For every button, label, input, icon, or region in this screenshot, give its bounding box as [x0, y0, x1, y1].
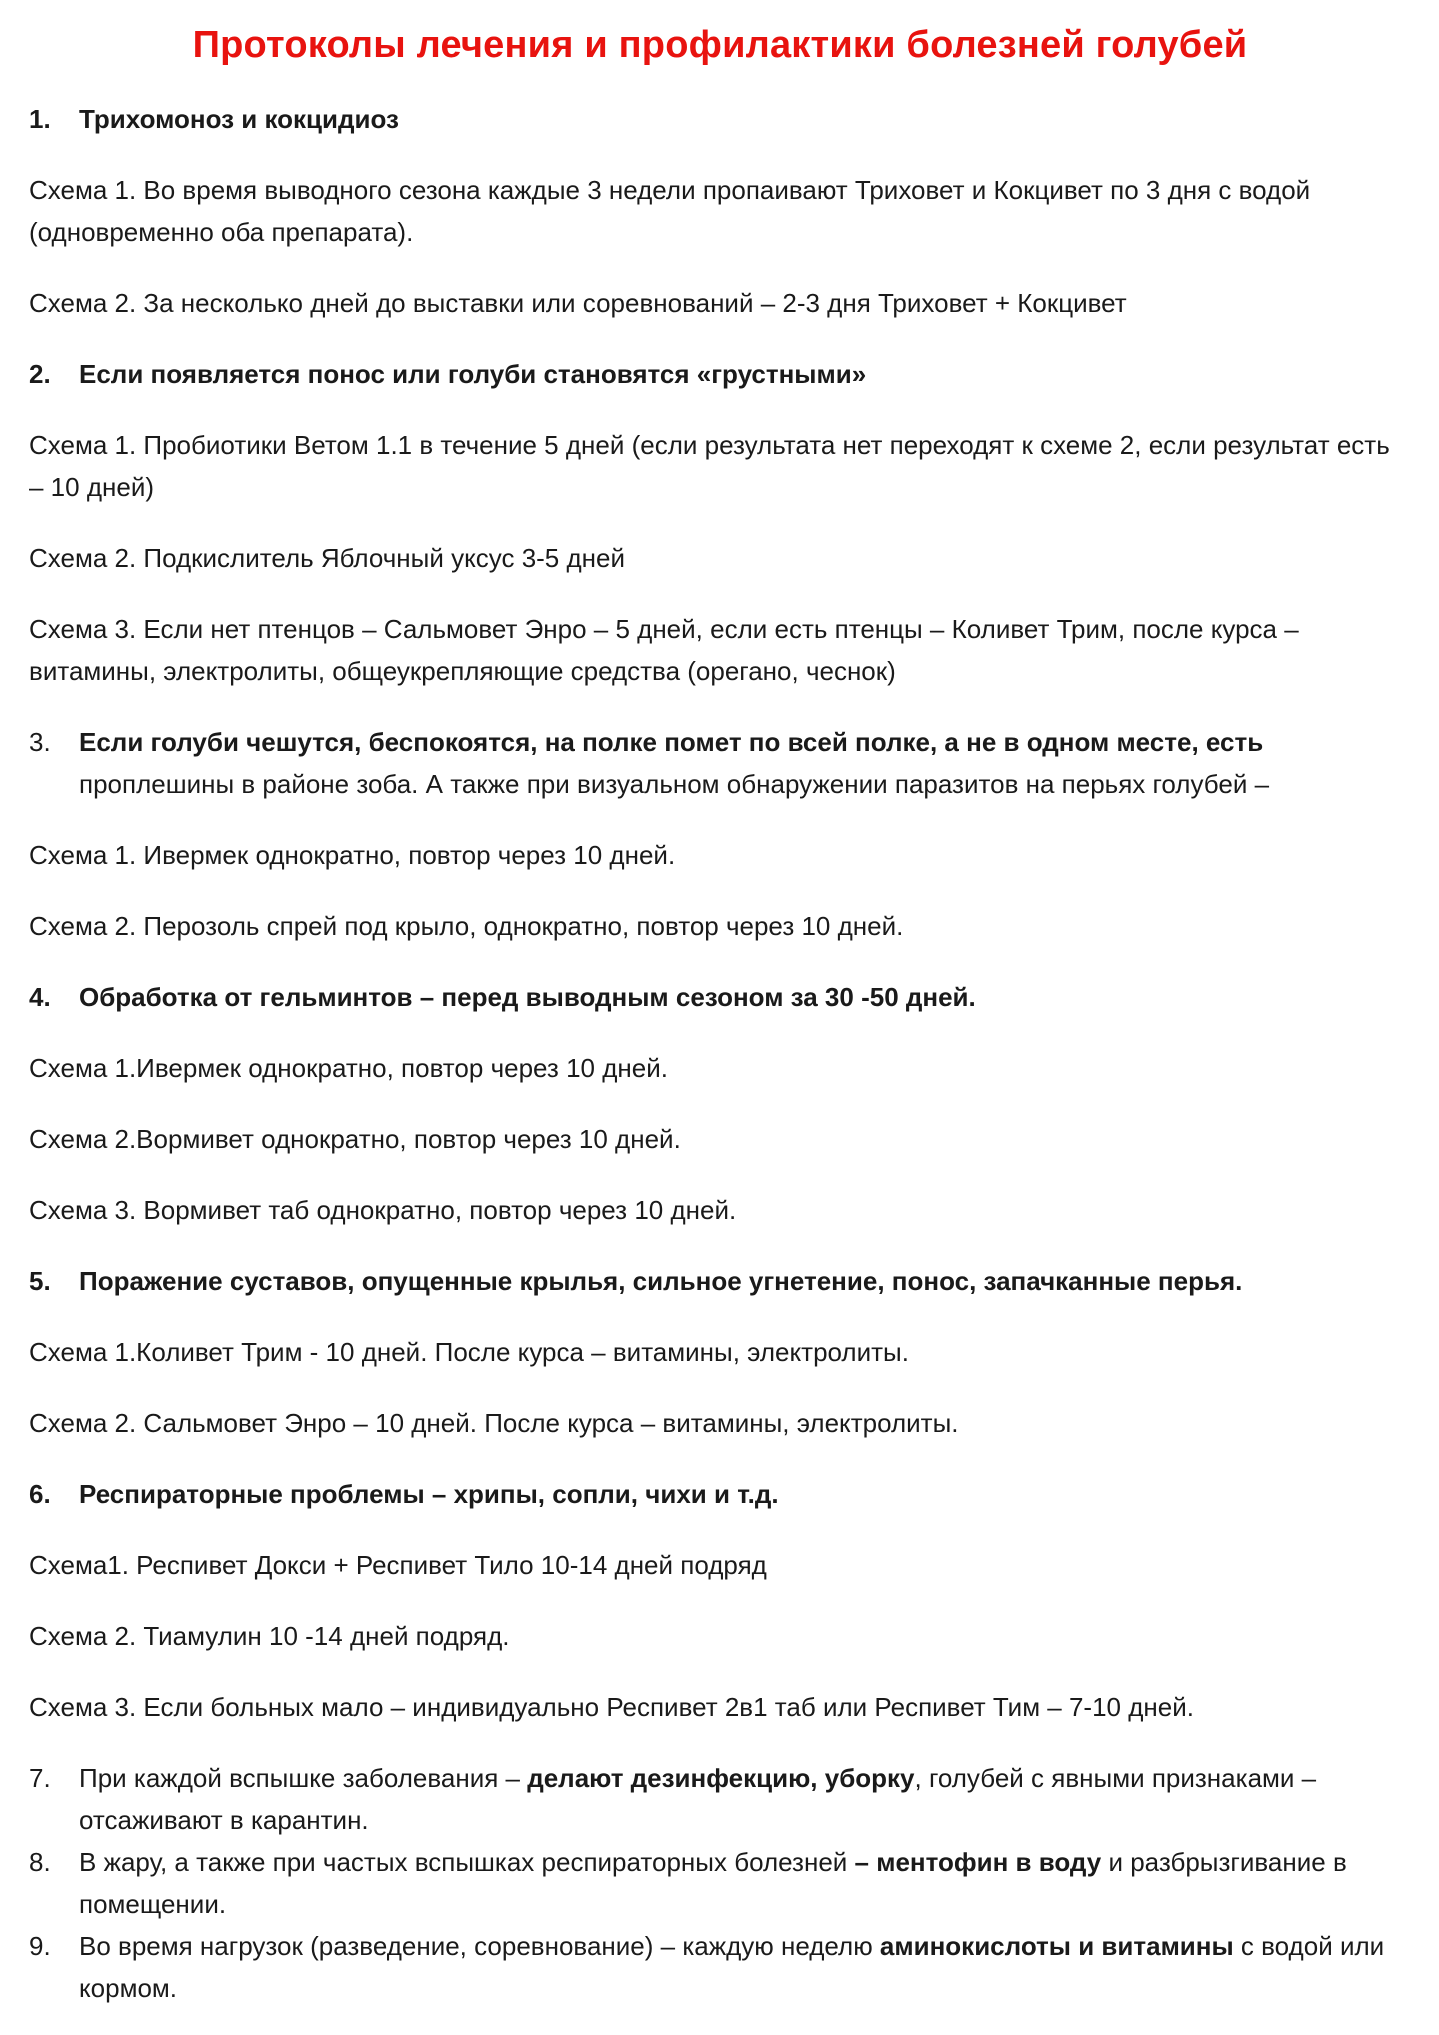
- item-text-emphasis: – ментофин в воду: [854, 1847, 1102, 1877]
- section-number: 3.: [29, 727, 51, 757]
- item-number: 9.: [29, 1931, 51, 1961]
- scheme-text: Схема 1.Ивермек однократно, повтор через 10 дней.: [29, 1053, 668, 1083]
- scheme-text: Схема 2. Сальмовет Энро – 10 дней. После курса – витамины, электролиты.: [29, 1408, 959, 1438]
- section-title: Если появляется понос или голуби становятся «грустными»: [79, 359, 867, 389]
- section-number: 1.: [29, 104, 51, 134]
- section-number: 4.: [29, 982, 51, 1012]
- scheme-text: Схема 1.Коливет Трим - 10 дней. После курса – витамины, электролиты.: [29, 1337, 909, 1367]
- item-text: Во время нагрузок (разведение, соревнование) – каждую неделю: [79, 1931, 880, 1961]
- scheme-text: Схема 2. Подкислитель Яблочный уксус 3-5 дней: [29, 543, 626, 573]
- section-title: Если голуби чешутся, беспокоятся, на полке помет по всей полке, а не в одном месте, есть: [79, 727, 1264, 757]
- scheme-text: Схема 2.Вормивет однократно, повтор через 10 дней.: [29, 1124, 681, 1154]
- section-heading-2: [29, 353, 1411, 395]
- section-title: Респираторные проблемы – хрипы, сопли, чихи и т.д.: [79, 1479, 779, 1509]
- section-heading-3: [29, 721, 1411, 805]
- list-item-7: [29, 1757, 1411, 1841]
- section-number: 6.: [29, 1479, 51, 1509]
- scheme-text: Схема 1. Во время выводного сезона каждые 3 недели пропаивают Триховет и Кокцивет по 3 дня с водой (одновременно оба препарата).: [29, 175, 1311, 247]
- scheme-text: Схема 3. Если больных мало – индивидуально Респивет 2в1 таб или Респивет Тим – 7-10 дней.: [29, 1692, 1194, 1722]
- scheme-text: Схема 2. Перозоль спрей под крыло, однократно, повтор через 10 дней.: [29, 911, 904, 941]
- section-heading-4: [29, 976, 1411, 1018]
- item-text-emphasis: делают дезинфекцию, уборку: [527, 1763, 915, 1793]
- scheme-text: Схема1. Респивет Докси + Респивет Тило 10-14 дней подряд: [29, 1550, 767, 1580]
- page-title: Протоколы лечения и профилактики болезней голубей: [192, 24, 1248, 66]
- item-number: 7.: [29, 1763, 51, 1793]
- scheme-text: Схема 2. Тиамулин 10 -14 дней подряд.: [29, 1621, 510, 1651]
- section-title: Трихомоноз и кокцидиоз: [79, 104, 399, 134]
- list-item-9: [29, 1925, 1411, 2009]
- section-title: Поражение суставов, опущенные крылья, сильное угнетение, понос, запачканные перья.: [79, 1266, 1243, 1296]
- item-number: 8.: [29, 1847, 51, 1877]
- section-heading-6: [29, 1473, 1411, 1515]
- section-number: 5.: [29, 1266, 51, 1296]
- section-heading-5: [29, 1260, 1411, 1302]
- scheme-text: Схема 2. За несколько дней до выставки или соревнований – 2-3 дня Триховет + Кокцивет: [29, 288, 1127, 318]
- scheme-text: Схема 1. Ивермек однократно, повтор через 10 дней.: [29, 840, 676, 870]
- item-text: , голубей с явными признаками – отсаживают в карантин.: [79, 1763, 1317, 1835]
- item-text-emphasis: аминокислоты и витамины: [879, 1931, 1234, 1961]
- item-text: При каждой вспышке заболевания –: [79, 1763, 528, 1793]
- scheme-text: Схема 3. Вормивет таб однократно, повтор через 10 дней.: [29, 1195, 737, 1225]
- section-heading-1: [29, 98, 1411, 140]
- section-title-continued: проплешины в районе зоба. А также при визуальном обнаружении паразитов на перьях голубей –: [79, 769, 1270, 799]
- item-text: и разбрызгивание в помещении.: [79, 1847, 1347, 1919]
- item-text: В жару, а также при частых вспышках респираторных болезней: [79, 1847, 855, 1877]
- item-text: с водой или кормом.: [79, 1931, 1385, 2003]
- section-title: Обработка от гельминтов – перед выводным сезоном за 30 -50 дней.: [79, 982, 976, 1012]
- list-item-8: [29, 1841, 1411, 1925]
- scheme-text: Схема 3. Если нет птенцов – Сальмовет Энро – 5 дней, если есть птенцы – Коливет Трим, после курса – витамины, электролиты, общеукрепляющие средства (орегано, чеснок): [29, 614, 1299, 686]
- section-number: 2.: [29, 359, 51, 389]
- scheme-text: Схема 1. Пробиотики Ветом 1.1 в течение 5 дней (если результата нет переходят к схеме 2, если результат есть – 10 дней): [29, 430, 1390, 502]
